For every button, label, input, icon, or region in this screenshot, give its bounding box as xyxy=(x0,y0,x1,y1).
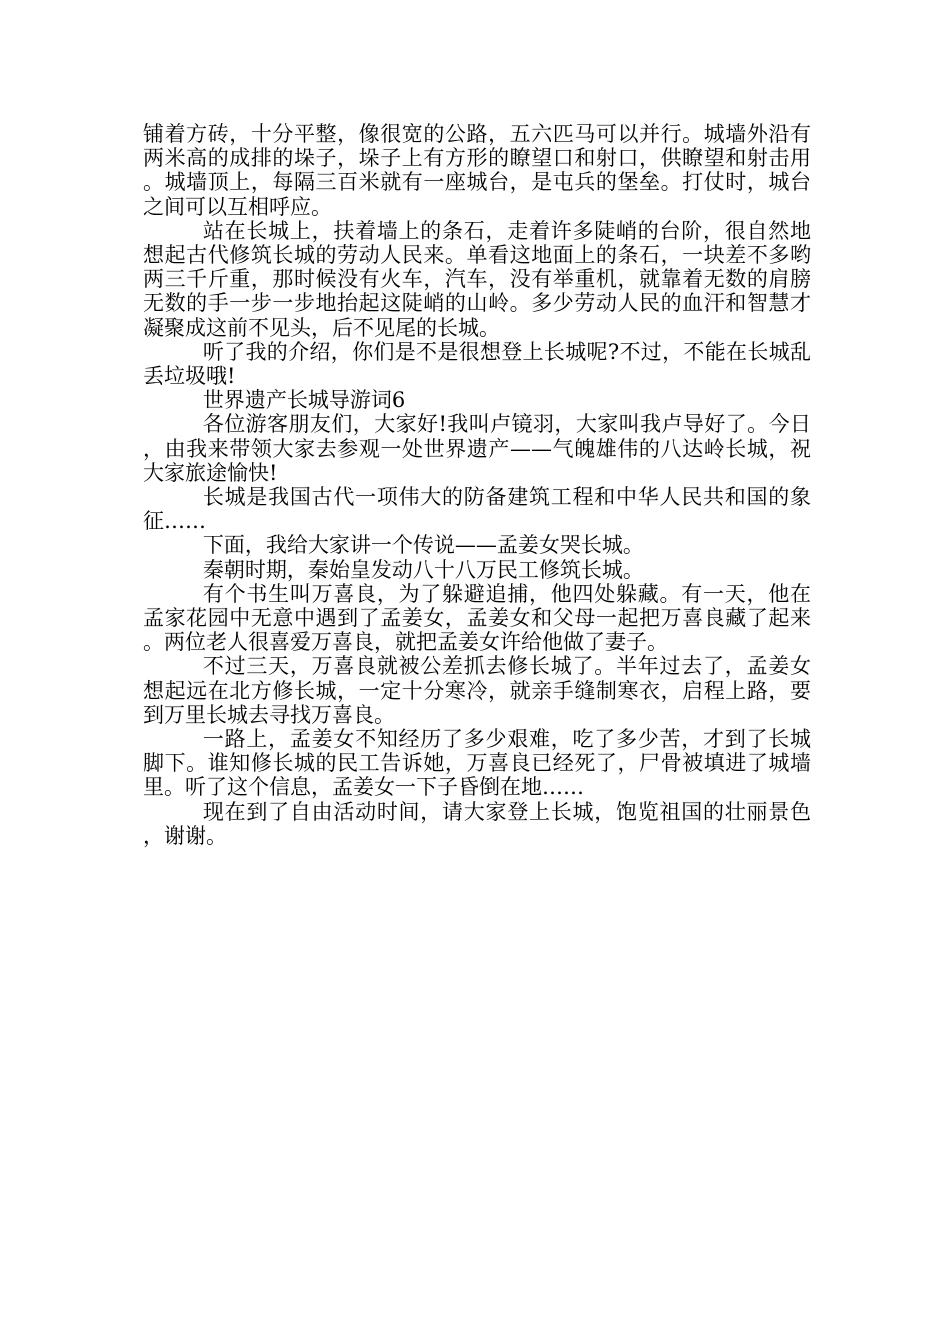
section-heading: 世界遗产长城导游词6 xyxy=(202,388,406,413)
paragraph-5: 长城是我国古代一项伟大的防备建筑工程和中华人民共和国的象征…… xyxy=(143,485,811,534)
paragraph-9: 不过三天，万喜良就被公差抓去修长城了。半年过去了，孟姜女想起远在北方修长城，一定十分寒冷，就亲手缝制寒衣，启程上路，要到万里长城去寻找万喜良。 xyxy=(143,654,811,727)
paragraph-11: 现在到了自由活动时间，请大家登上长城，饱览祖国的壮丽景色，谢谢。 xyxy=(143,799,811,848)
document-body xyxy=(143,122,811,848)
paragraph-10: 一路上，孟姜女不知经历了多少艰难，吃了多少苦，才到了长城脚下。谁知修长城的民工告诉她，万喜良已经死了，尸骨被填进了城墙里。听了这个信息，孟姜女一下子昏倒在地…… xyxy=(143,727,811,800)
paragraph-2: 站在长城上，扶着墙上的条石，走着许多陡峭的台阶，很自然地想起古代修筑长城的劳动人民来。单看这地面上的条石，一块差不多哟两三千斤重，那时候没有火车，汽车，没有举重机，就靠着无数的肩膀无数的手一步一步地抬起这陡峭的山岭。多少劳动人民的血汗和智慧才凝聚成这前不见头，后不见尾的长城。 xyxy=(143,218,811,340)
paragraph-8: 有个书生叫万喜良，为了躲避追捕，他四处躲藏。有一天，他在孟家花园中无意中遇到了孟姜女，孟姜女和父母一起把万喜良藏了起来。两位老人很喜爱万喜良，就把孟姜女许给他做了妻子。 xyxy=(143,581,811,655)
paragraph-6: 下面，我给大家讲一个传说——孟姜女哭长城。 xyxy=(202,533,644,558)
paragraph-3: 听了我的介绍，你们是不是很想登上长城呢?不过，不能在长城乱丢垃圾哦! xyxy=(143,339,811,389)
paragraph-4: 各位游客朋友们，大家好!我叫卢镜羽，大家叫我卢导好了。今日，由我来带领大家去参观一处世界遗产——气魄雄伟的八达岭长城，祝大家旅途愉快! xyxy=(143,412,811,485)
paragraph-1: 铺着方砖，十分平整，像很宽的公路，五六匹马可以并行。城墙外沿有两米高的成排的垛子，垛子上有方形的瞭望口和射口，供瞭望和射击用。城墙顶上，每隔三百米就有一座城台，是屯兵的堡垒。打仗时，城台之间可以互相呼应。 xyxy=(143,122,811,219)
paragraph-7: 秦朝时期，秦始皇发动八十八万民工修筑长城。 xyxy=(202,557,644,582)
